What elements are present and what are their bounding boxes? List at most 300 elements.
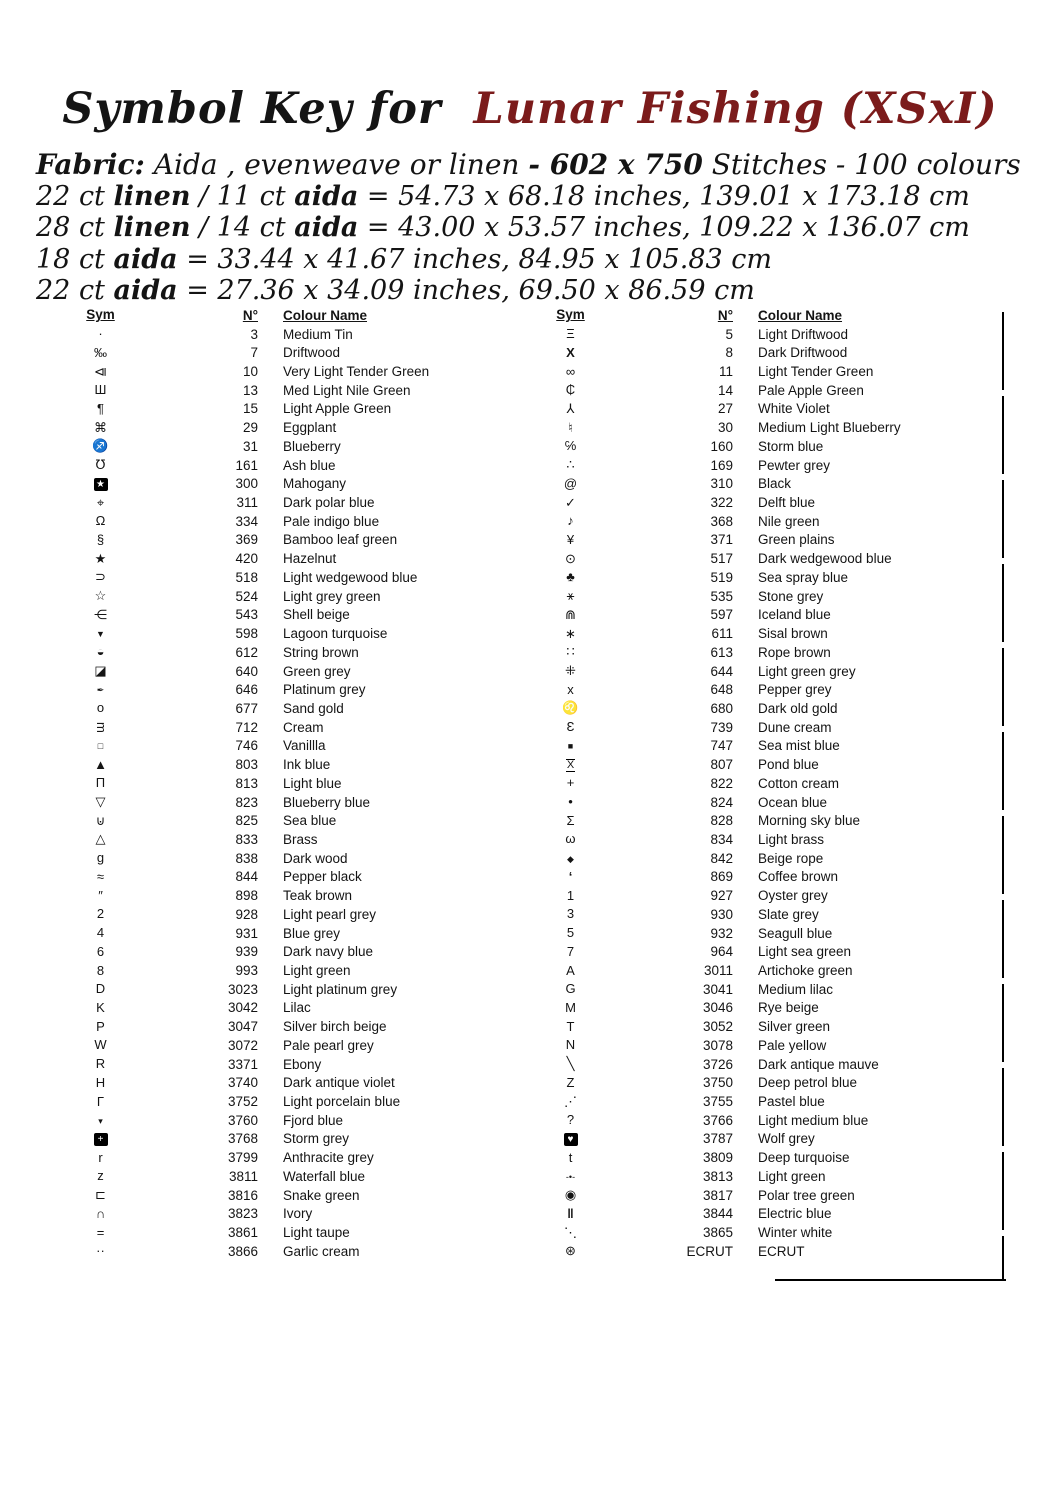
symbol-glyph: ▽: [95, 794, 106, 810]
thread-number: 10: [242, 364, 258, 380]
text-segment: 22 ct: [36, 275, 114, 306]
symbol-glyph: ··: [96, 1243, 105, 1259]
thread-number: 535: [710, 588, 733, 604]
thread-number: 300: [235, 476, 258, 492]
stitch-symbol: [528, 346, 613, 360]
thread-number: 993: [235, 963, 258, 979]
thread-number: 825: [235, 813, 258, 829]
colour-name: Pastel blue: [758, 1094, 825, 1110]
stitch-symbol: [58, 1020, 143, 1034]
key-row: [528, 942, 993, 961]
stitch-symbol: [528, 439, 613, 453]
thread-number: 15: [242, 401, 258, 417]
colour-name: Blue grey: [283, 925, 341, 941]
key-row: [58, 437, 498, 456]
symbol-glyph: ⌖: [96, 494, 105, 510]
text-segment: Fabric:: [36, 148, 145, 181]
stitch-symbol: [58, 664, 143, 678]
thread-number: 3041: [702, 981, 733, 997]
stitch-symbol: [528, 1076, 613, 1090]
colour-name: Dark wood: [283, 850, 348, 866]
key-row: [528, 1073, 993, 1092]
stitch-symbol: [528, 795, 613, 809]
text-segment: aida: [294, 180, 359, 212]
stitch-symbol: [58, 1151, 143, 1165]
colour-name: Ocean blue: [758, 794, 828, 810]
colour-name: Blueberry blue: [283, 794, 371, 810]
stitch-symbol: [528, 1226, 613, 1240]
stitch-symbol: [528, 814, 613, 828]
symbol-glyph: ≈: [96, 868, 105, 884]
thread-number: 7: [250, 345, 258, 361]
symbol-glyph: W: [94, 1037, 107, 1053]
title-pattern-name: Lunar Fishing (XSxI): [473, 84, 998, 134]
thread-number: 3865: [702, 1225, 733, 1241]
key-row: [58, 999, 498, 1018]
symbol-glyph: X: [566, 759, 575, 772]
symbol-glyph: ☆: [94, 588, 107, 604]
colour-name: Pale indigo blue: [283, 513, 380, 529]
thread-number: 611: [711, 626, 733, 642]
stitch-symbol: [528, 1057, 613, 1071]
symbol-glyph: ·: [98, 326, 103, 342]
key-row: [528, 699, 993, 718]
colour-name: Brass: [283, 831, 318, 847]
symbol-glyph: ?: [566, 1112, 575, 1128]
stitch-symbol: [58, 945, 143, 959]
colour-name: Garlic cream: [283, 1243, 360, 1259]
header-colour-name: Colour Name: [758, 307, 843, 323]
symbol-glyph: g: [96, 850, 105, 866]
colour-name: Pale Apple Green: [758, 382, 864, 398]
key-row: [528, 793, 993, 812]
key-row: [58, 325, 498, 344]
thread-number: 3817: [702, 1187, 733, 1203]
stitch-symbol: [58, 1113, 143, 1128]
stitch-symbol: [58, 889, 143, 903]
thread-number: 3823: [227, 1206, 258, 1222]
colour-name: Light Tender Green: [758, 364, 874, 380]
thread-number: 5: [725, 326, 733, 342]
page-edge-vertical-line: [1002, 312, 1004, 1281]
key-row: [528, 437, 993, 456]
key-row: [58, 343, 498, 362]
symbol-glyph: T: [566, 1018, 575, 1034]
symbol-glyph: z: [97, 1168, 104, 1184]
key-row: [528, 1092, 993, 1111]
thread-number: 3766: [702, 1112, 733, 1128]
key-row: [58, 680, 498, 699]
colour-name: Light grey green: [283, 588, 381, 604]
colour-name: Med Light Nile Green: [283, 382, 411, 398]
colour-name: Cotton cream: [758, 775, 840, 791]
table-header-row: [528, 306, 993, 325]
symbol-glyph: □: [97, 741, 104, 752]
thread-number: 598: [235, 626, 258, 642]
thread-number: 517: [710, 551, 733, 567]
key-row: [58, 1055, 498, 1074]
stitch-symbol: [528, 907, 613, 921]
symbol-glyph: ∷: [566, 644, 575, 660]
symbol-glyph: ¥: [566, 531, 575, 547]
colour-name: Light platinum grey: [283, 981, 398, 997]
symbol-glyph: @: [563, 475, 578, 491]
colour-name: Artichoke green: [758, 963, 853, 979]
key-row: [58, 362, 498, 381]
thread-number: 898: [235, 888, 258, 904]
thread-number: 3861: [227, 1225, 258, 1241]
symbol-glyph: 6: [96, 943, 105, 959]
symbol-glyph: A: [566, 962, 575, 978]
key-row: [58, 549, 498, 568]
colour-name: Light Apple Green: [283, 401, 392, 417]
stitch-symbol: [58, 645, 143, 659]
thread-number: 518: [235, 569, 258, 585]
colour-name: Cream: [283, 719, 324, 735]
stitch-symbol: [58, 533, 143, 547]
stitch-symbol: [528, 1169, 613, 1184]
thread-number: 3844: [702, 1206, 733, 1222]
colour-name: Dark old gold: [758, 700, 838, 716]
thread-number: 3809: [702, 1150, 733, 1166]
thread-number: 3816: [227, 1187, 258, 1203]
key-row: [528, 680, 993, 699]
symbol-glyph: +: [566, 775, 575, 791]
colour-name: Light green: [283, 963, 351, 979]
thread-number: 677: [235, 700, 258, 716]
stitch-symbol: [528, 945, 613, 959]
key-row: [528, 662, 993, 681]
stitch-symbol: [58, 1131, 143, 1146]
colour-name: Snake green: [283, 1187, 360, 1203]
colour-name: Polar tree green: [758, 1187, 855, 1203]
thread-number: 161: [235, 457, 258, 473]
key-row: [58, 1111, 498, 1130]
thread-number: 334: [235, 513, 258, 529]
key-row: [58, 512, 498, 531]
key-row: [58, 643, 498, 662]
thread-number: 371: [710, 532, 733, 548]
thread-number: 3726: [702, 1056, 733, 1072]
colour-name: Bamboo leaf green: [283, 532, 398, 548]
key-row: [58, 793, 498, 812]
symbol-glyph: ✒: [96, 685, 105, 696]
thread-number: 807: [710, 757, 733, 773]
key-row: [528, 1055, 993, 1074]
symbol-glyph: N: [565, 1037, 576, 1053]
stitch-symbol: [58, 795, 143, 809]
symbol-glyph: ⊍: [95, 812, 106, 828]
symbol-glyph: ″: [98, 887, 103, 903]
symbol-glyph: ▾: [98, 1115, 103, 1126]
colour-name: Electric blue: [758, 1206, 832, 1222]
thread-number: 813: [235, 775, 258, 791]
thread-number: 3787: [702, 1131, 733, 1147]
key-row: [528, 1111, 993, 1130]
key-row: [528, 1242, 993, 1261]
stitch-symbol: [58, 402, 143, 416]
key-row: [528, 737, 993, 756]
symbol-glyph: G: [565, 981, 576, 997]
key-row: [528, 849, 993, 868]
key-row: [528, 549, 993, 568]
symbol-glyph: ⊛: [565, 1243, 576, 1259]
key-row: [58, 400, 498, 419]
symbol-glyph: 1: [566, 887, 575, 903]
stitch-symbol: [528, 1244, 613, 1258]
symbol-glyph: ◉: [564, 1187, 577, 1203]
stitch-symbol: [58, 458, 143, 472]
symbol-glyph: ♪: [567, 513, 574, 529]
thread-number: 3752: [227, 1094, 258, 1110]
thread-number: 927: [710, 888, 733, 904]
symbol-glyph: ▲: [94, 756, 107, 772]
stitch-symbol: [58, 682, 143, 697]
fabric-info-block: [36, 149, 1026, 307]
key-row: [528, 755, 993, 774]
thread-number: 3768: [227, 1131, 258, 1147]
thread-number: 3078: [702, 1037, 733, 1053]
thread-number: 524: [235, 588, 258, 604]
thread-number: 369: [235, 532, 258, 548]
symbol-glyph: ‰: [94, 344, 107, 360]
colour-name: Green plains: [758, 532, 835, 548]
key-row: [528, 961, 993, 980]
symbol-glyph: t: [568, 1149, 573, 1165]
colour-name: Deep petrol blue: [758, 1075, 858, 1091]
text-segment: Aida , evenweave or linen: [144, 148, 529, 181]
stitch-symbol: [58, 832, 143, 846]
title-prefix: Symbol Key for: [62, 84, 442, 134]
colour-name: Dark polar blue: [283, 495, 375, 511]
colour-name: Dark wedgewood blue: [758, 551, 892, 567]
size-lines: [36, 181, 1026, 307]
colour-name: Pepper grey: [758, 682, 832, 698]
fabric-line: [36, 149, 1026, 181]
key-row: [58, 1223, 498, 1242]
key-row: [528, 1186, 993, 1205]
key-row: [58, 624, 498, 643]
thread-number: 939: [235, 944, 258, 960]
stitch-symbol: [58, 346, 143, 360]
symbol-glyph: ◒: [96, 644, 105, 660]
stitch-symbol: [58, 814, 143, 828]
symbol-glyph: ⊏: [95, 1187, 106, 1203]
symbol-glyph: △: [95, 831, 106, 847]
key-row: [528, 718, 993, 737]
key-row: [528, 999, 993, 1018]
colour-name: Driftwood: [283, 345, 341, 361]
text-segment: 18 ct: [36, 243, 114, 275]
text-segment: aida: [113, 243, 178, 275]
key-row: [58, 1205, 498, 1224]
symbol-glyph: ∩: [95, 1205, 106, 1221]
thread-number: 746: [235, 738, 258, 754]
thread-number: 803: [235, 757, 258, 773]
stitch-symbol: [58, 552, 143, 566]
thread-number: 3011: [703, 963, 733, 979]
colour-name: Pewter grey: [758, 457, 831, 473]
symbol-glyph: D: [95, 981, 106, 997]
stitch-symbol: [528, 757, 613, 772]
key-row: [58, 418, 498, 437]
page-edge-bottom-line: [775, 1279, 1006, 1281]
thread-number: 833: [235, 831, 258, 847]
colour-name: Dark Driftwood: [758, 345, 848, 361]
stitch-symbol: [528, 683, 613, 697]
symbol-glyph: 5: [566, 925, 575, 941]
symbol-glyph: 7: [566, 943, 575, 959]
colour-name: Slate grey: [758, 906, 819, 922]
thread-number: 420: [235, 551, 258, 567]
thread-number: 3799: [227, 1150, 258, 1166]
colour-name: Very Light Tender Green: [283, 364, 430, 380]
colour-name: Deep turquoise: [758, 1150, 850, 1166]
stitch-symbol: [58, 626, 143, 641]
stitch-symbol: [528, 627, 613, 641]
colour-name: Coffee brown: [758, 869, 839, 885]
key-row: [58, 849, 498, 868]
symbol-glyph: ⊃: [95, 569, 106, 585]
key-row: [528, 325, 993, 344]
colour-name: Waterfall blue: [283, 1168, 366, 1184]
stitch-symbol: [58, 926, 143, 940]
stitch-symbol: [528, 645, 613, 659]
colour-name: Anthracite grey: [283, 1150, 374, 1166]
colour-name: Silver green: [758, 1019, 831, 1035]
thread-number: 739: [710, 719, 733, 735]
thread-number: 8: [725, 345, 733, 361]
thread-number: 13: [242, 382, 258, 398]
stitch-symbol: [58, 1169, 143, 1183]
symbol-glyph: P: [96, 1018, 105, 1034]
stitch-symbol: [528, 720, 613, 734]
symbol-glyph: ⋲: [94, 606, 107, 622]
symbol-glyph: ◆: [567, 853, 574, 864]
stitch-symbol: [528, 851, 613, 866]
header-number: N°: [242, 307, 258, 323]
stitch-symbol: [58, 870, 143, 884]
key-row: [528, 587, 993, 606]
symbol-glyph: 2: [96, 906, 105, 922]
colour-name: White Violet: [758, 401, 830, 417]
text-segment: aida: [294, 212, 359, 243]
stitch-symbol: [528, 402, 613, 416]
symbol-glyph: •: [568, 794, 573, 810]
stitch-symbol: [58, 1226, 143, 1240]
symbol-glyph: Σ: [566, 812, 575, 828]
symbol-glyph: ∴: [566, 457, 575, 473]
stitch-symbol: [528, 327, 613, 341]
key-row: [528, 811, 993, 830]
colour-name: Green grey: [283, 663, 351, 679]
stitch-symbol: [528, 1020, 613, 1034]
symbol-glyph: Ξ: [566, 326, 575, 342]
stitch-symbol: [58, 1188, 143, 1202]
stitch-symbol: [528, 383, 613, 397]
symbol-glyph: ⋱: [564, 1224, 577, 1240]
key-row: [58, 493, 498, 512]
key-row: [528, 774, 993, 793]
key-row: [58, 662, 498, 681]
text-segment: = 27.36 x 34.09 inches, 69.50 x 86.59 cm: [177, 275, 755, 306]
key-row: [528, 1205, 993, 1224]
thread-number: 160: [710, 438, 733, 454]
thread-number: 29: [242, 420, 258, 436]
key-row: [58, 474, 498, 493]
size-line: [36, 212, 1026, 244]
key-row: [58, 1242, 498, 1261]
colour-name: Ebony: [283, 1056, 322, 1072]
symbol-glyph: ╲: [566, 1056, 575, 1072]
key-row: [528, 830, 993, 849]
key-row: [528, 493, 993, 512]
colour-name: Sisal brown: [758, 626, 828, 642]
symbol-glyph: ω: [565, 831, 576, 847]
size-line: [36, 244, 1026, 276]
thread-number: 612: [235, 644, 258, 660]
colour-name: Storm blue: [758, 438, 824, 454]
thread-number: 27: [717, 401, 733, 417]
thread-number: 3866: [227, 1243, 258, 1259]
thread-number: 3750: [702, 1075, 733, 1091]
stitch-symbol: [58, 738, 143, 753]
symbol-glyph: ℅: [564, 438, 577, 454]
key-row: [58, 568, 498, 587]
stitch-symbol: [58, 327, 143, 341]
thread-number: 644: [710, 663, 733, 679]
key-row: [528, 1148, 993, 1167]
stitch-symbol: [58, 421, 143, 435]
key-row: [58, 1167, 498, 1186]
thread-number: 11: [718, 364, 733, 380]
stitch-symbol: [58, 907, 143, 921]
symbol-glyph: 3: [566, 906, 575, 922]
header-sym: Sym: [86, 307, 115, 323]
key-row: [58, 905, 498, 924]
key-row: [58, 381, 498, 400]
key-row: [528, 1036, 993, 1055]
colour-name: Shell beige: [283, 607, 350, 623]
thread-number: 3755: [702, 1094, 733, 1110]
symbol-glyph: ♮: [568, 419, 573, 435]
symbol-glyph: -•-: [565, 1171, 576, 1182]
colour-name: Sea blue: [283, 813, 337, 829]
key-row: [528, 886, 993, 905]
colour-name: Dark navy blue: [283, 944, 374, 960]
thread-number: 3371: [227, 1056, 258, 1072]
thread-number: 838: [235, 850, 258, 866]
thread-number: 824: [710, 794, 733, 810]
stitch-symbol: [58, 1244, 143, 1258]
key-row: [58, 606, 498, 625]
colour-name: Storm grey: [283, 1131, 350, 1147]
stitch-symbol: [528, 982, 613, 996]
stitch-symbol: [58, 1057, 143, 1071]
colour-name: Blueberry: [283, 438, 341, 454]
thread-number: 3052: [702, 1019, 733, 1035]
stitch-symbol: [528, 365, 613, 379]
key-row: [58, 1073, 498, 1092]
stitch-symbol: [528, 664, 613, 678]
stitch-symbol: [58, 1207, 143, 1221]
key-row: [528, 400, 993, 419]
symbol-glyph: ■: [567, 741, 574, 752]
key-row: [528, 980, 993, 999]
colour-name: Sea mist blue: [758, 738, 840, 754]
thread-number: 712: [235, 719, 258, 735]
key-row: [528, 381, 993, 400]
